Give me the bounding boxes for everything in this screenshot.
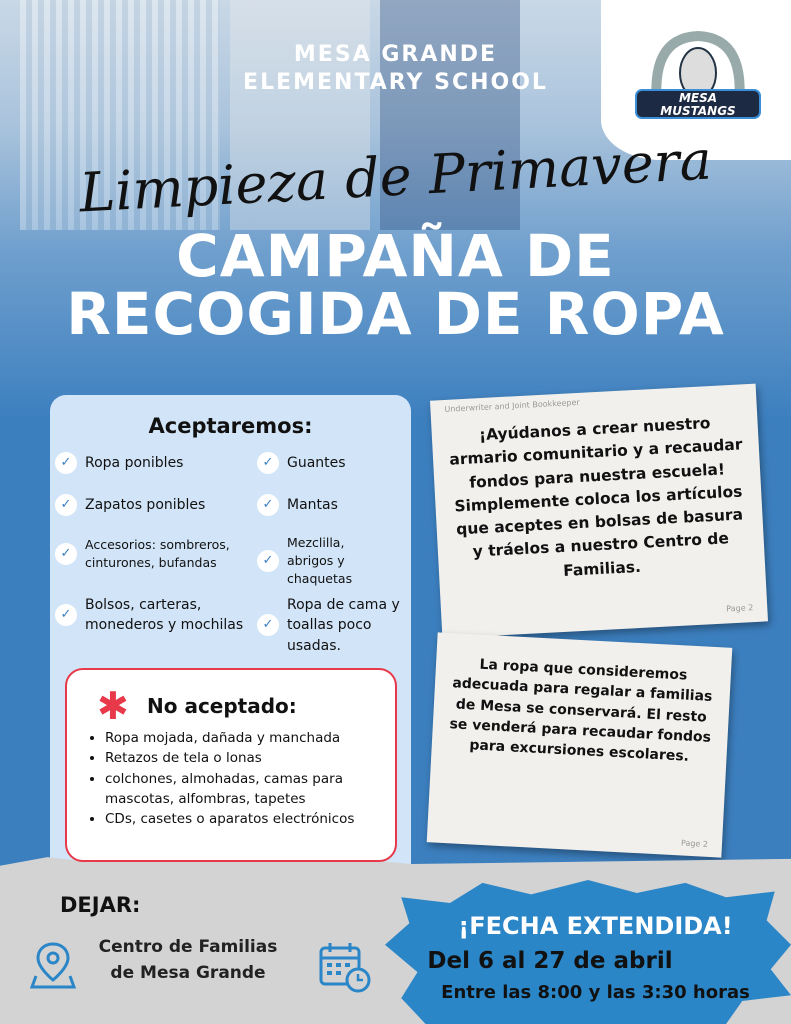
accepted-item [257,595,417,656]
item-label: Bolsos, carteras, monederos y mochilas [85,597,244,634]
accepted-item [55,536,255,572]
location-pin-icon [30,940,76,990]
item-label: Ropa ponibles [85,454,184,471]
item-label: Mezclilla, abrigos y chaquetas [287,535,353,587]
check-icon: ✓ [55,604,77,626]
dropoff-label: DEJAR: [60,893,141,917]
check-icon: ✓ [55,543,77,565]
not-accepted-item: • Ropa mojada, dañada y manchada [105,728,392,748]
note-text-1: ¡Ayúdanos a crear nuestro armario comunitario y a recaudar fondos para nuestra escuela! Simplemente coloca los artículos que aceptes en bolsas de basura y tráelos a nuestro Centro de Familias. [448,414,744,580]
check-icon: ✓ [257,550,279,572]
date-headline: ¡FECHA EXTENDIDA! [458,912,733,940]
date-range: Del 6 al 27 de abril [427,948,673,974]
accepted-item [55,595,245,636]
item-label: Mantas [287,496,338,513]
newsprint-fragment: Underwriter and Joint Bookkeeper [444,397,580,414]
svg-text:MUSTANGS: MUSTANGS [660,104,736,118]
calendar-clock-icon [318,940,372,994]
note-paper-2 [427,632,733,857]
check-icon: ✓ [257,494,279,516]
check-icon: ✓ [55,494,77,516]
not-accepted-box [65,668,397,862]
not-accepted-item: • colchones, almohadas, camas para mascotas, alfombras, tapetes [105,769,392,810]
asterisk-icon: ✱ [97,684,129,728]
check-icon: ✓ [257,452,279,474]
check-icon: ✓ [257,614,279,636]
accepted-title: Aceptaremos: [148,414,313,438]
not-accepted-item: • CDs, casetes o aparatos electrónicos [105,809,392,829]
svg-text:MESA: MESA [678,91,718,105]
date-hours: Entre las 8:00 y las 3:30 horas [441,982,750,1003]
accepted-item [257,452,346,474]
accepted-item [55,494,205,516]
page-label: Page 2 [680,838,709,850]
school-name-line2: ELEMENTARY SCHOOL [243,70,548,95]
item-label: Guantes [287,454,346,471]
main-title-line1: CAMPAÑA DE [176,222,615,290]
not-accepted-list [87,728,392,829]
item-label: Zapatos ponibles [85,496,206,513]
check-icon: ✓ [55,452,77,474]
main-title-line2: RECOGIDA DE ROPA [66,280,725,348]
page-label: Page 2 [726,603,754,614]
not-accepted-title: No aceptado: [147,694,297,718]
item-label: Ropa de cama y toallas poco usadas. [287,597,400,654]
not-accepted-item: • Retazos de tela o lonas [105,748,392,768]
script-title: Limpieza de Primavera [77,128,714,225]
accepted-item [55,452,183,474]
accepted-item [257,494,338,516]
note-text-2: La ropa que consideremos adecuada para regalar a familias de Mesa se conservará. El resto se venderá para recaudar fondos para excursiones escolares. [449,656,713,765]
accepted-item [257,534,377,588]
dropoff-location: Centro de Familias de Mesa Grande [98,937,278,983]
note-paper-1 [430,384,768,639]
school-name-line1: MESA GRANDE [293,42,498,67]
item-label: Accesorios: sombreros, cinturones, bufandas [85,537,230,571]
